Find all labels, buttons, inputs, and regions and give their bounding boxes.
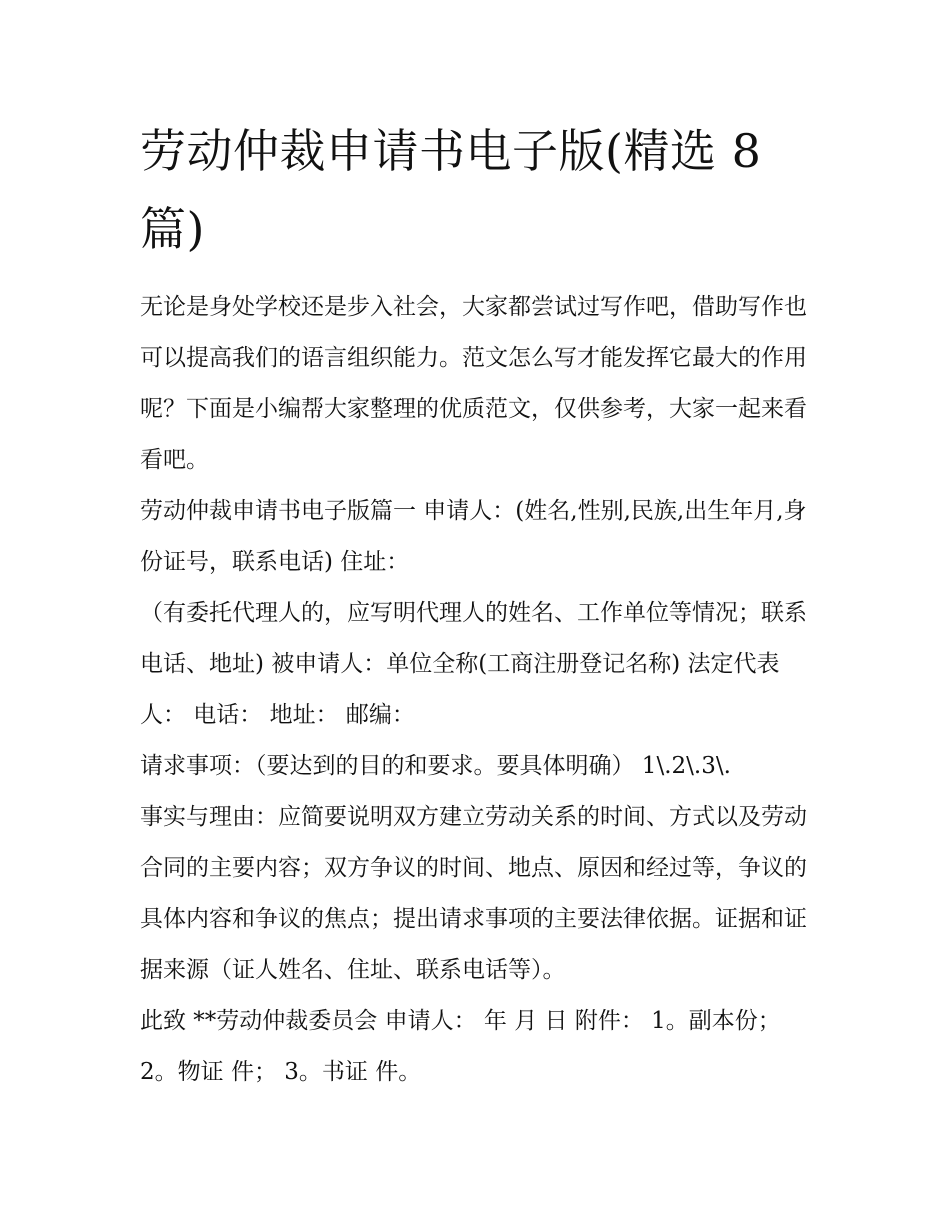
paragraph-applicant: 劳动仲裁申请书电子版篇一 申请人：(姓名,性别,民族,出生年月,身份证号，联系电话) 住址： [140,498,807,575]
paragraph-facts-reasons: 事实与理由：应简要说明双方建立劳动关系的时间、方式以及劳动合同的主要内容；双方争议的时间、地点、原因和经过等，争议的具体内容和争议的焦点；提出请求事项的主要法律依据。证据和证据来源（证人姓名、住址、联系电话等）。 [140,804,807,983]
paragraph-requests: 请求事项：（要达到的目的和要求。要具体明确） 1\.2\.3\. [140,753,731,779]
paragraph-intro: 无论是身处学校还是步入社会，大家都尝试过写作吧，借助写作也可以提高我们的语言组织能力。范文怎么写才能发挥它最大的作用呢？下面是小编帮大家整理的优质范文，仅供参考，大家一起来看看吧。 [140,294,807,473]
document-title: 劳动仲裁申请书电子版(精选 8 篇) [140,124,762,256]
paragraph-respondent: （有委托代理人的，应写明代理人的姓名、工作单位等情况；联系电话、地址) 被申请人：单位全称(工商注册登记名称) 法定代表人： 电话： 地址： 邮编： [140,600,807,728]
paragraph-closing: 此致 **劳动仲裁委员会 申请人： 年 月 日 附件： 1。副本份； 2。物证 件； 3。书证 件。 [140,1008,781,1085]
document-body [140,282,820,1098]
document-page [140,112,820,1098]
